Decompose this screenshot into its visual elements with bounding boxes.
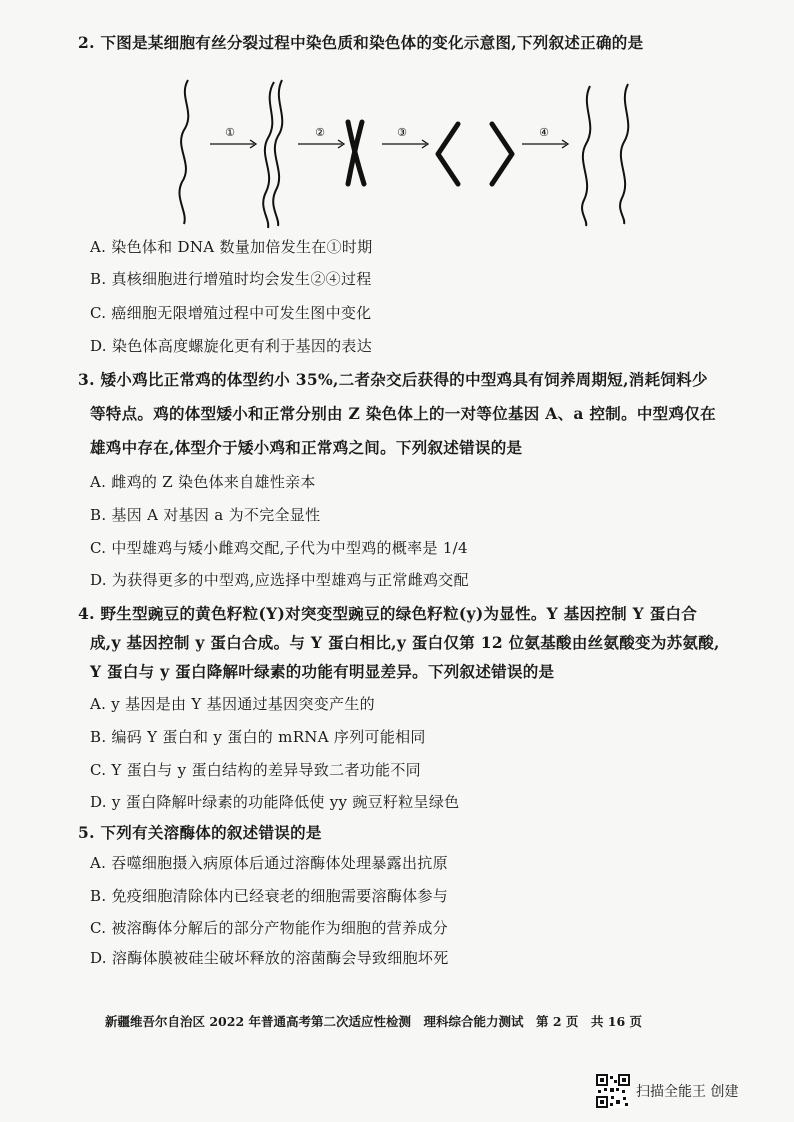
chromatin-chromosome-diagram [170,72,650,232]
q3-option-b: B. 基因 A 对基因 a 为不完全显性 [90,506,321,524]
q5-option-a: A. 吞噬细胞摄入病原体后通过溶酶体处理暴露出抗原 [90,854,448,872]
q4-option-d: D. y 蛋白降解叶绿素的功能降低使 yy 豌豆籽粒呈绿色 [90,793,460,811]
q4-stem-line-2: 成,y 基因控制 y 蛋白合成。与 Y 蛋白相比,y 蛋白仅第 12 位氨基酸由丝氨酸变为苏氨酸, [90,633,720,652]
q2-option-c: C. 癌细胞无限增殖过程中可发生图中变化 [90,304,372,322]
q2-stem: 2. 下图是某细胞有丝分裂过程中染色质和染色体的变化示意图,下列叙述正确的是 [78,33,644,52]
scanner-text: 扫描全能王 创建 [636,1084,739,1100]
q2-option-d: D. 染色体高度螺旋化更有利于基因的表达 [90,337,373,355]
q4-stem-line-1: 4. 野生型豌豆的黄色籽粒(Y)对突变型豌豆的绿色籽粒(y)为显性。Y 基因控制 Y 蛋白合 [78,604,698,623]
q3-stem-line-3: 雄鸡中存在,体型介于矮小鸡和正常鸡之间。下列叙述错误的是 [90,438,523,457]
q2-option-a: A. 染色体和 DNA 数量加倍发生在①时期 [90,238,373,256]
page-footer: 新疆维吾尔自治区 2022 年普通高考第二次适应性检测 理科综合能力测试 第 2 页 共 16 页 [105,1014,642,1029]
q3-stem-line-2: 等特点。鸡的体型矮小和正常分别由 Z 染色体上的一对等位基因 A、a 控制。中型鸡仅在 [90,404,716,423]
step-label-1: ① [225,126,235,139]
q5-option-d: D. 溶酶体膜被硅尘破坏释放的溶菌酶会导致细胞坏死 [90,949,449,967]
q5-option-b: B. 免疫细胞清除体内已经衰老的细胞需要溶酶体参与 [90,887,449,905]
q4-stem-line-3: Y 蛋白与 y 蛋白降解叶绿素的功能有明显差异。下列叙述错误的是 [90,662,555,681]
q4-option-c: C. Y 蛋白与 y 蛋白结构的差异导致二者功能不同 [90,761,421,779]
chromatin-thread-1 [179,80,188,224]
qr-code-icon [596,1074,630,1108]
q3-option-c: C. 中型雄鸡与矮小雌鸡交配,子代为中型鸡的概率是 1/4 [90,539,468,557]
step-label-4: ④ [539,126,549,139]
q4-option-b: B. 编码 Y 蛋白和 y 蛋白的 mRNA 序列可能相同 [90,728,426,746]
q2-option-b: B. 真核细胞进行增殖时均会发生②④过程 [90,270,372,288]
scanner-watermark [596,1074,738,1108]
chromatin-thread-5b [620,84,628,224]
step-label-2: ② [315,126,325,139]
chromatin-thread-5a [582,86,590,226]
q3-option-d: D. 为获得更多的中型鸡,应选择中型雄鸡与正常雌鸡交配 [90,571,469,589]
q5-option-c: C. 被溶酶体分解后的部分产物能作为细胞的营养成分 [90,919,448,937]
chromatin-thread-2b [273,80,282,226]
q3-option-a: A. 雌鸡的 Z 染色体来自雄性亲本 [90,473,316,491]
q5-stem: 5. 下列有关溶酶体的叙述错误的是 [78,823,322,842]
chromatin-thread-2a [263,82,274,228]
q4-option-a: A. y 基因是由 Y 基因通过基因突变产生的 [90,695,375,713]
daughter-chromosome-left [438,124,458,184]
step-label-3: ③ [397,126,407,139]
q3-stem-line-1: 3. 矮小鸡比正常鸡的体型约小 35%,二者杂交后获得的中型鸡具有饲养周期短,消耗饲料少 [78,370,708,389]
daughter-chromosome-right [492,124,512,184]
